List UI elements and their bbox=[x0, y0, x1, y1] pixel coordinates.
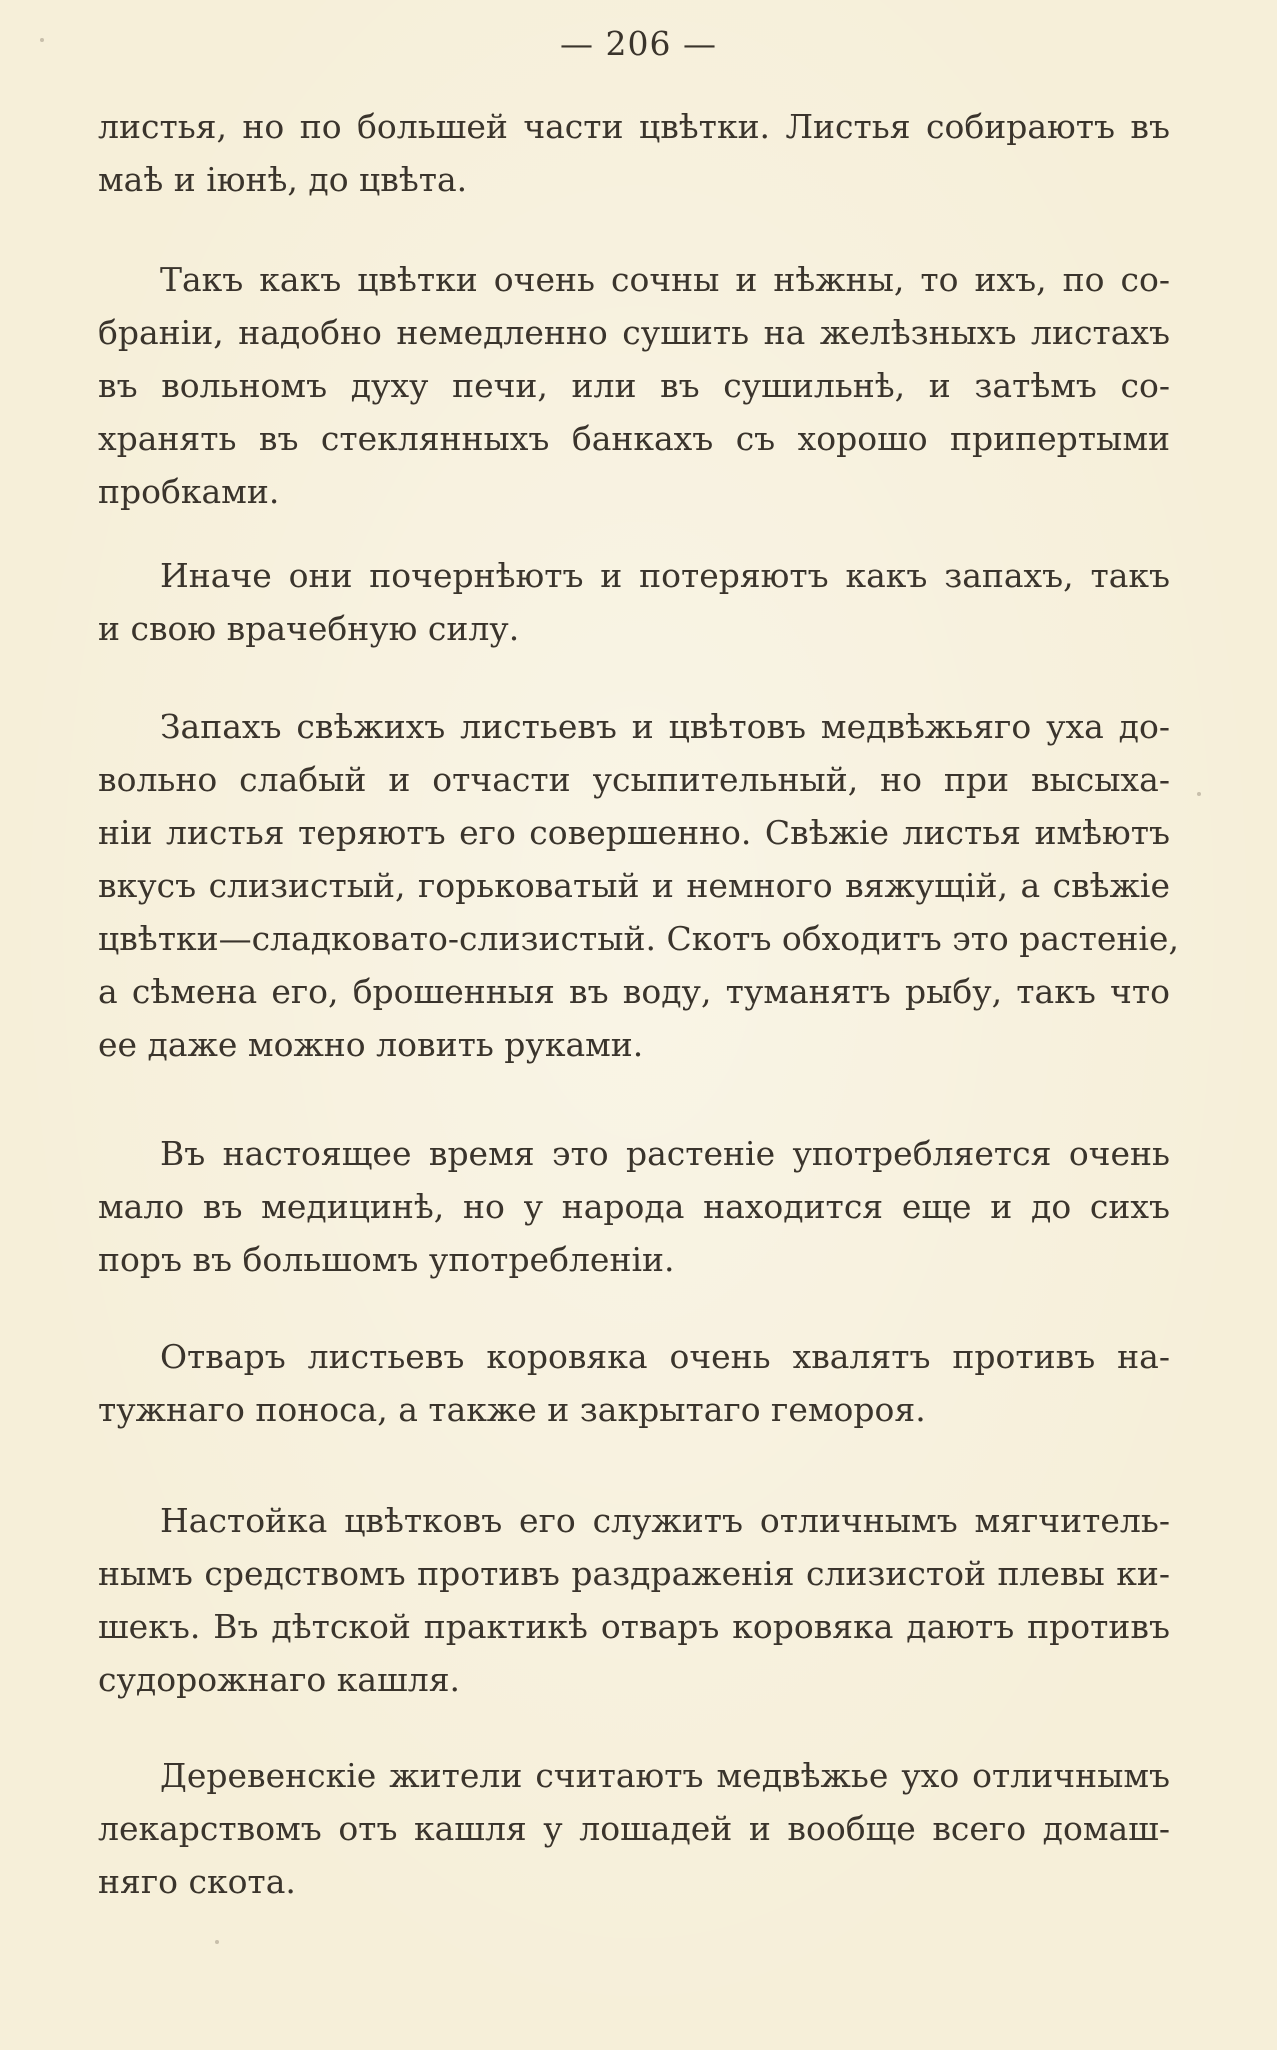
text-line: мало въ медицинѣ, но у народа находится еще и до сихъ bbox=[98, 1187, 1170, 1226]
text-line: Иначе они почернѣютъ и потеряютъ какъ запахъ, такъ bbox=[160, 556, 1170, 595]
text-line: вкусъ слизистый, горьковатый и немного вяжущій, а свѣжіе bbox=[98, 866, 1170, 905]
paper-speck bbox=[1197, 792, 1201, 796]
text-line: листья, но по большей части цвѣтки. Листья собираютъ въ bbox=[98, 107, 1170, 146]
paragraph-2 bbox=[98, 253, 1170, 518]
text-line: Настойка цвѣтковъ его служитъ отличнымъ мягчитель- bbox=[160, 1501, 1170, 1540]
text-line: Деревенскіе жители считаютъ медвѣжье ухо отличнымъ bbox=[160, 1756, 1170, 1795]
text-line: лекарствомъ отъ кашля у лошадей и вообще всего домаш- bbox=[98, 1809, 1170, 1848]
text-line: а сѣмена его, брошенныя въ воду, туманятъ рыбу, такъ что bbox=[98, 972, 1170, 1011]
page-number: — 206 — bbox=[560, 24, 717, 63]
paragraph-3 bbox=[98, 549, 1170, 655]
text-line: хранять въ стеклянныхъ банкахъ съ хорошо припертыми bbox=[98, 419, 1170, 458]
text-line: цвѣтки—сладковато-слизистый. Скотъ обходитъ это растеніе, bbox=[98, 919, 1179, 958]
text-line: судорожнаго кашля. bbox=[98, 1660, 461, 1699]
text-line: Запахъ свѣжихъ листьевъ и цвѣтовъ медвѣжьяго уха до- bbox=[160, 707, 1170, 746]
text-line: ее даже можно ловить руками. bbox=[98, 1025, 644, 1064]
text-line: браніи, надобно немедленно сушить на желѣзныхъ листахъ bbox=[98, 313, 1170, 352]
text-line: нымъ средствомъ противъ раздраженія слизистой плевы ки- bbox=[98, 1554, 1170, 1593]
paragraph-8 bbox=[98, 1749, 1170, 1908]
paragraph-6 bbox=[98, 1330, 1170, 1436]
paragraph-7 bbox=[98, 1494, 1170, 1706]
text-line: маѣ и іюнѣ, до цвѣта. bbox=[98, 160, 468, 199]
paragraph-1 bbox=[98, 100, 1170, 206]
paper-speck bbox=[215, 1940, 219, 1944]
text-line: тужнаго поноса, а также и закрытаго гемороя. bbox=[98, 1390, 926, 1429]
text-line: Такъ какъ цвѣтки очень сочны и нѣжны, то ихъ, по со- bbox=[160, 260, 1170, 299]
text-line: няго скота. bbox=[98, 1862, 296, 1901]
text-line: и свою врачебную силу. bbox=[98, 609, 520, 648]
paragraph-5 bbox=[98, 1127, 1170, 1286]
text-line: Отваръ листьевъ коровяка очень хвалятъ противъ на- bbox=[160, 1337, 1170, 1376]
paragraph-4 bbox=[98, 700, 1179, 1071]
text-line: ніи листья теряютъ его совершенно. Свѣжіе листья имѣютъ bbox=[98, 813, 1170, 852]
paper-speck bbox=[40, 38, 44, 42]
text-line: поръ въ большомъ употребленіи. bbox=[98, 1240, 675, 1279]
text-line: вольно слабый и отчасти усыпительный, но при высыха- bbox=[98, 760, 1170, 799]
text-line: Въ настоящее время это растеніе употребляется очень bbox=[160, 1134, 1170, 1173]
text-line: шекъ. Въ дѣтской практикѣ отваръ коровяка даютъ противъ bbox=[98, 1607, 1170, 1646]
text-line: въ вольномъ духу печи, или въ сушильнѣ, и затѣмъ со- bbox=[98, 366, 1170, 405]
text-line: пробками. bbox=[98, 472, 280, 511]
